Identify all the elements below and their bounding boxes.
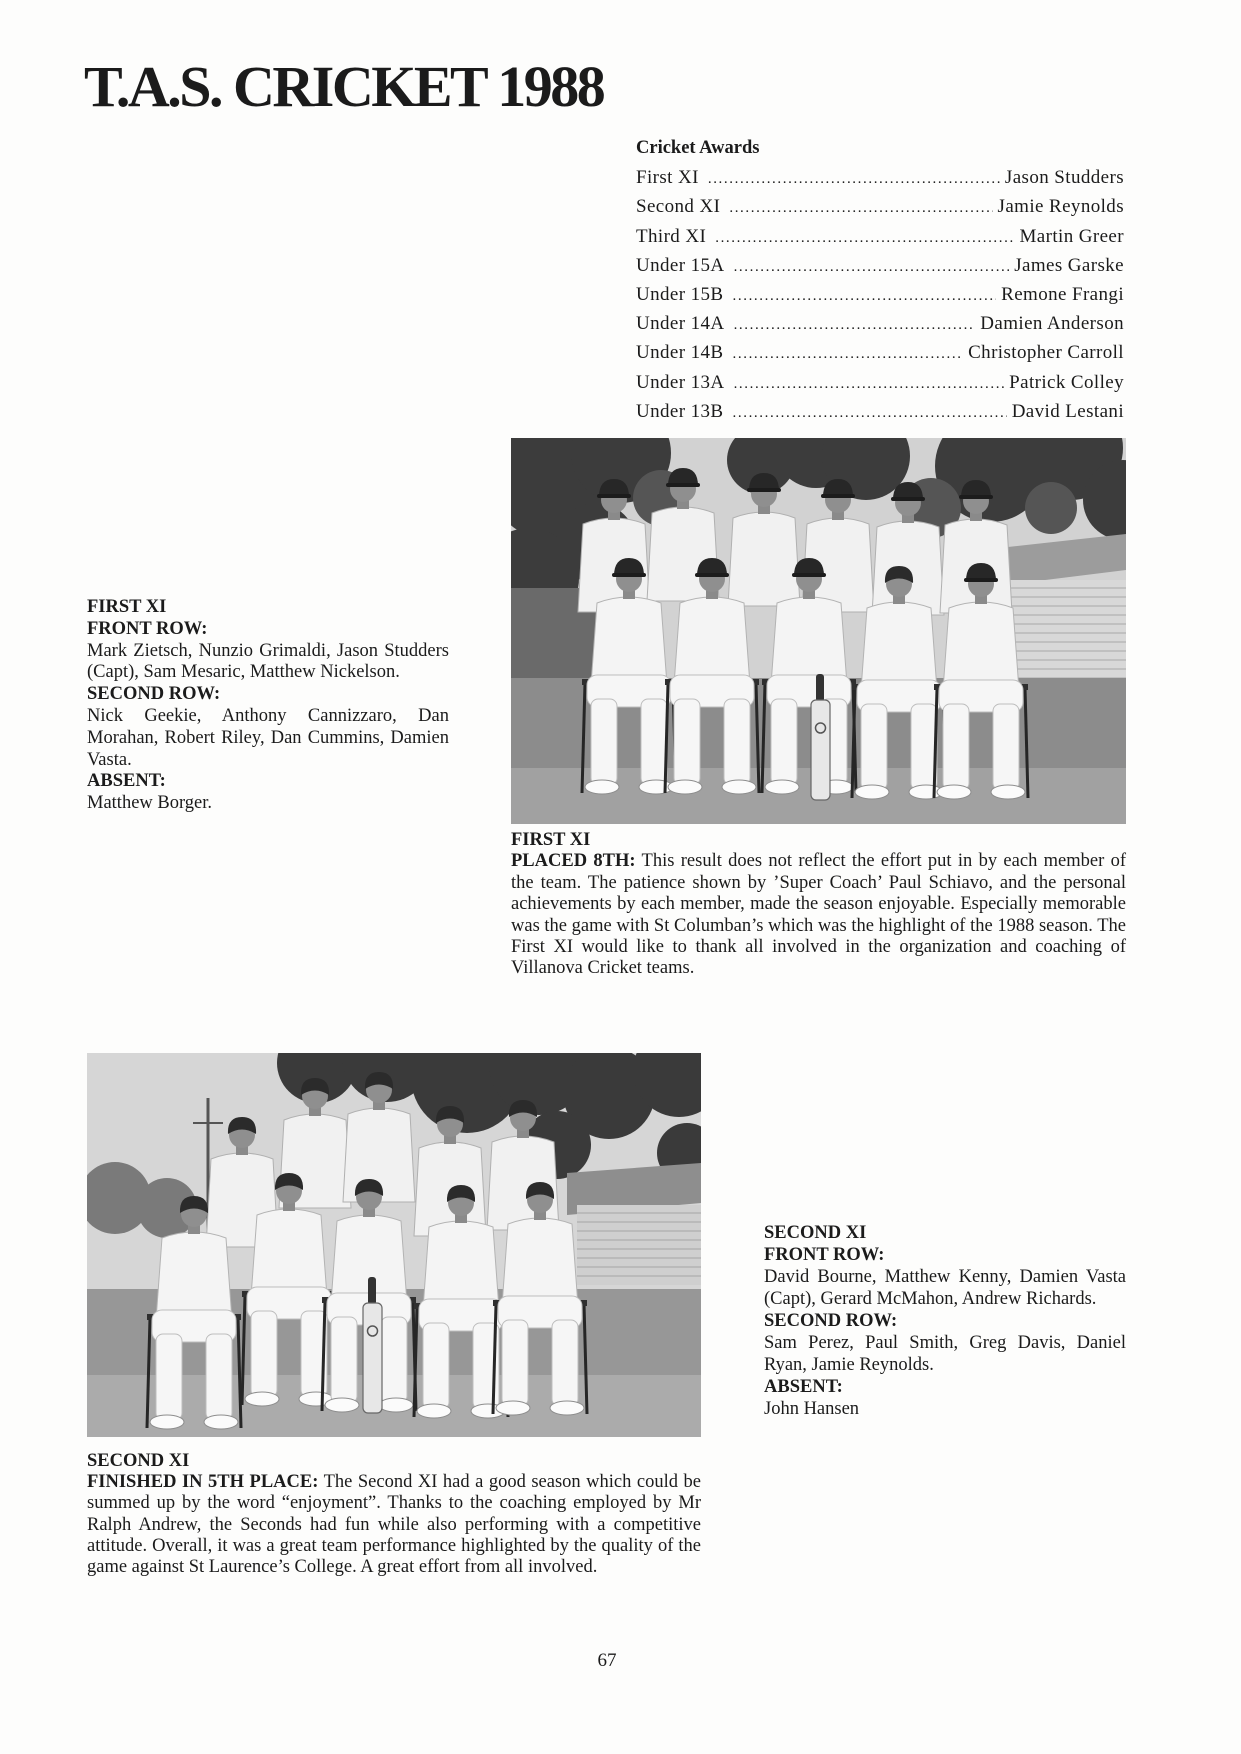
player-shoe [150, 1415, 184, 1429]
dot-leader [708, 165, 1000, 194]
award-winner: David Lestani [1011, 400, 1124, 422]
cricket-awards-list [636, 134, 1124, 426]
building-wall [577, 1205, 701, 1285]
cap-brim [959, 495, 993, 499]
player-leg [206, 1334, 232, 1420]
player-shoe [245, 1392, 279, 1406]
second-xi-photo-image [87, 1053, 701, 1437]
player-leg [552, 1320, 578, 1406]
player-shoe [550, 1401, 584, 1415]
bat-blade [363, 1303, 382, 1413]
first-xi-team-photo [511, 438, 1126, 824]
award-team: Under 13A [636, 371, 725, 393]
player-shoe [765, 780, 799, 794]
player-leg [251, 1311, 277, 1397]
dot-leader [734, 370, 1005, 399]
cap-brim [666, 483, 700, 487]
award-row [636, 163, 1124, 192]
player-shirt [674, 597, 750, 685]
cap-brim [964, 578, 998, 582]
player-shirt [872, 521, 944, 615]
dot-leader [733, 399, 1007, 428]
second-row-label: SECOND ROW: [87, 684, 221, 705]
report-result: FINISHED IN 5TH PLACE: [87, 1472, 319, 1493]
award-row [636, 368, 1124, 397]
award-row [636, 309, 1124, 338]
award-winner: Martin Greer [1019, 225, 1124, 247]
player-shirt [591, 597, 667, 685]
first-xi-report [511, 830, 1126, 980]
player-shoe [417, 1404, 451, 1418]
awards-heading: Cricket Awards [636, 138, 760, 158]
front-row-names: David Bourne, Matthew Kenny, Damien Vasta (Capt), Gerard McMahon, Andrew Richards. [764, 1267, 1126, 1309]
award-winner: Jason Studders [1004, 167, 1124, 189]
award-row [636, 397, 1124, 426]
player-leg [591, 699, 617, 785]
player-leg [943, 704, 969, 790]
award-team: Under 15A [636, 254, 725, 276]
player-shoe [585, 780, 619, 794]
player-leg [861, 704, 887, 790]
second-xi-report [87, 1451, 701, 1578]
player-shirt [861, 602, 937, 690]
page-title: T.A.S. CRICKET 1988 [84, 54, 604, 119]
award-row [636, 280, 1124, 309]
second-row-names: Sam Perez, Paul Smith, Greg Davis, Daniel Ryan, Jamie Reynolds. [764, 1333, 1126, 1375]
award-team: Under 13B [636, 400, 724, 422]
award-row [636, 338, 1124, 367]
player-shirt [156, 1232, 232, 1320]
player-leg [674, 699, 700, 785]
player-leg [331, 1317, 357, 1403]
bat-blade [811, 700, 830, 800]
award-team: Second XI [636, 196, 721, 218]
absent-names: John Hansen [764, 1399, 860, 1419]
caption-heading: SECOND XI [764, 1223, 867, 1243]
dot-leader [733, 282, 997, 311]
second-xi-team-photo [87, 1053, 701, 1437]
player-shirt [423, 1221, 499, 1309]
player-shoe [991, 785, 1025, 799]
award-team: Under 15B [636, 283, 724, 305]
player-shoe [668, 780, 702, 794]
report-heading: FIRST XI [511, 830, 591, 850]
award-team: Third XI [636, 225, 707, 247]
second-xi-caption [764, 1222, 1126, 1420]
cap-brim [747, 488, 781, 492]
report-text: This result does not reflect the effort put in by each member of the team. The patience shown by ’Super Coach’ Paul Schiavo, and the personal achievements by each member, made the season enjoyable. Especially memorable was the game with St Columban’s which was the highlight of the 1988 season. The First XI would like to thank all involved in the organization and coaching of Villanova Cricket teams. [511, 851, 1126, 979]
tree-foliage [1025, 482, 1077, 534]
cap-brim [891, 497, 925, 501]
front-row-label: FRONT ROW: [764, 1245, 885, 1265]
player-shirt [943, 602, 1019, 690]
award-winner: Christopher Carroll [968, 342, 1124, 364]
absent-label: ABSENT: [764, 1377, 843, 1397]
absent-names: Matthew Borger. [87, 793, 213, 814]
player-shoe [379, 1398, 413, 1412]
award-row [636, 222, 1124, 251]
report-heading: SECOND XI [87, 1451, 190, 1471]
dot-leader [715, 224, 1014, 253]
player-leg [771, 699, 797, 785]
award-winner: Jamie Reynolds [997, 196, 1124, 218]
player-leg [724, 699, 750, 785]
cap-brim [597, 494, 631, 498]
report-body [511, 851, 1126, 979]
award-winner: Remone Frangi [1001, 283, 1124, 305]
player-shoe [722, 780, 756, 794]
award-team: Under 14B [636, 342, 724, 364]
second-row-label: SECOND ROW: [764, 1311, 898, 1331]
player-shirt [728, 512, 800, 606]
report-text: The Second XI had a good season which could be summed up by the word “enjoyment”. Thanks to the coaching employed by Mr Ralph Andrew, the Seconds had fun while also performing with a competitive attitude. Overall, it was a great team performance highlighted by the quality of the game against St Laurence’s College. A great effort from all involved. [87, 1472, 701, 1578]
second-row-names: Nick Geekie, Anthony Cannizzaro, Dan Morahan, Robert Riley, Dan Cummins, Damien Vasta. [87, 705, 449, 770]
player-leg [993, 704, 1019, 790]
cap-brim [792, 573, 826, 577]
player-leg [502, 1320, 528, 1406]
award-team: First XI [636, 167, 699, 189]
award-winner: Patrick Colley [1009, 371, 1124, 393]
absent-label: ABSENT: [87, 771, 166, 792]
player-shoe [204, 1415, 238, 1429]
award-row [636, 192, 1124, 221]
player-shirt [251, 1209, 327, 1297]
award-winner: James Garske [1014, 254, 1124, 276]
first-xi-photo-image [511, 438, 1126, 824]
cap-brim [695, 573, 729, 577]
dot-leader [734, 311, 976, 340]
page-number: 67 [597, 1650, 617, 1671]
dot-leader [733, 340, 964, 369]
front-row-names: Mark Zietsch, Nunzio Grimaldi, Jason Studders (Capt), Sam Mesaric, Matthew Nickelson. [87, 640, 449, 683]
player-shirt [502, 1218, 578, 1306]
caption-heading: FIRST XI [87, 597, 167, 617]
dot-leader [729, 194, 992, 223]
award-winner: Damien Anderson [980, 313, 1124, 335]
bat-handle [368, 1277, 376, 1305]
player-leg [423, 1323, 449, 1409]
player-shirt [487, 1136, 559, 1230]
player-shoe [325, 1398, 359, 1412]
player-leg [641, 699, 667, 785]
player-leg [156, 1334, 182, 1420]
award-team: Under 14A [636, 313, 725, 335]
player-shoe [855, 785, 889, 799]
dot-leader [734, 253, 1010, 282]
report-result: PLACED 8TH: [511, 851, 636, 872]
bat-handle [816, 674, 824, 702]
first-xi-caption [87, 597, 449, 815]
player-shoe [937, 785, 971, 799]
award-row [636, 251, 1124, 280]
player-shirt [771, 597, 847, 685]
report-body [87, 1472, 701, 1578]
cap-brim [821, 494, 855, 498]
player-leg [381, 1317, 407, 1403]
cap-brim [612, 573, 646, 577]
front-row-label: FRONT ROW: [87, 618, 208, 639]
player-shoe [496, 1401, 530, 1415]
